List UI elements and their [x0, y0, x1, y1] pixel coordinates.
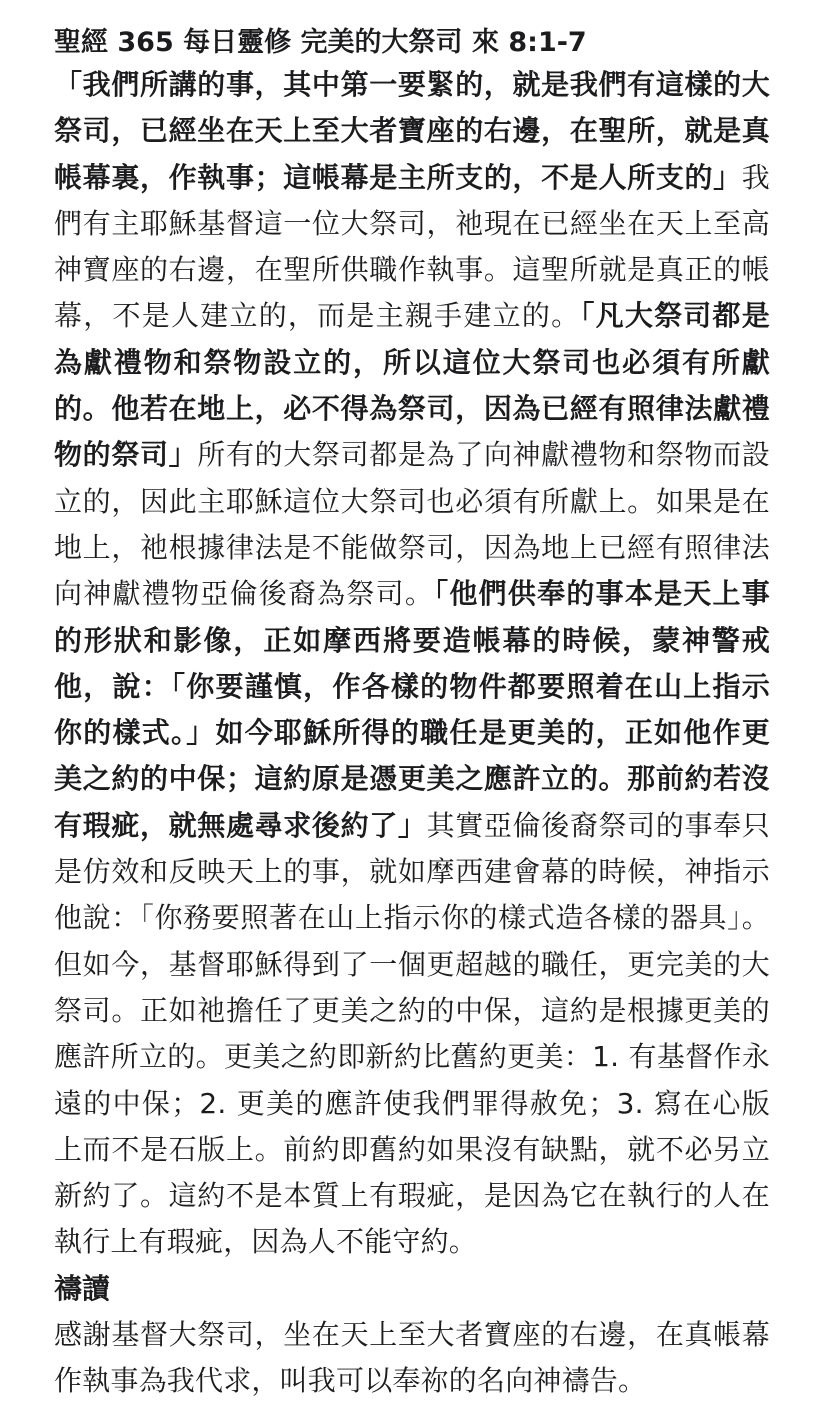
scripture-quote-3: 「他們供奉的事本是天上事的形狀和影像，正如摩西將要造帳幕的時候，蒙神警戒他，說：「你要謹慎，作各樣的物件都要照着在山上指示你的樣式。」如今耶穌所得的職任是更美的，正如他作更美之約的中保；這約原是憑更美之應許立的。那前約若沒有瑕疵，就無處尋求後約了」	[54, 577, 770, 842]
scripture-quote-1: 「我們所講的事，其中第一要緊的，就是我們有這樣的大祭司，已經坐在天上至大者寶座的右邊，在聖所，就是真帳幕裏，作執事；這帳幕是主所支的，不是人所支的」	[54, 68, 770, 194]
scripture-quote-2: 「凡大祭司都是為獻禮物和祭物設立的，所以這位大祭司也必須有所獻的。他若在地上，必不得為祭司，因為已經有照律法獻禮物的祭司」	[54, 299, 770, 472]
commentary-2: 所有的大祭司都是為了向神獻禮物和祭物而設立的，因此主耶穌這位大祭司也必須有所獻上。如果是在地上，祂根據律法是不能做祭司，因為地上已經有照律法向神獻禮物亞倫後裔為祭司。	[54, 438, 770, 611]
commentary-1: 我們有主耶穌基督這一位大祭司，祂現在已經坐在天上至高神寶座的右邊，在聖所供職作執事。這聖所就是真正的帳幕，不是人建立的，而是主親手建立的。	[54, 160, 770, 333]
commentary-3: 其實亞倫後裔祭司的事奉只是仿效和反映天上的事，就如摩西建會幕的時候，神指示他說：「你務要照著在山上指示你的樣式造各樣的器具」。但如今，基督耶穌得到了一個更超越的職任，更完美的大祭司。正如祂擔任了更美之約的中保，這約是根據更美的應許所立的。更美之約即新約比舊約更美：1. 有基督作永遠的中保；2. 更美的應許使我們罪得赦免；3. 寫在心版上而不是石版上。前約即舊約如果沒有缺點，就不必另立新約了。這約不是本質上有瑕疵，是因為它在執行的人在執行上有瑕疵，因為人不能守約。	[54, 808, 770, 1259]
page-title: 聖經 365 每日靈修 完美的大祭司 來 8:1-7	[54, 27, 587, 58]
prayer-text: 感謝基督大祭司，坐在天上至大者寶座的右邊，在真帳幕作執事為我代求，叫我可以奉祢的名向神禱告。	[54, 1317, 770, 1397]
prayer-heading: 禱讀	[54, 1271, 111, 1305]
devotional-passage	[54, 62, 770, 1266]
